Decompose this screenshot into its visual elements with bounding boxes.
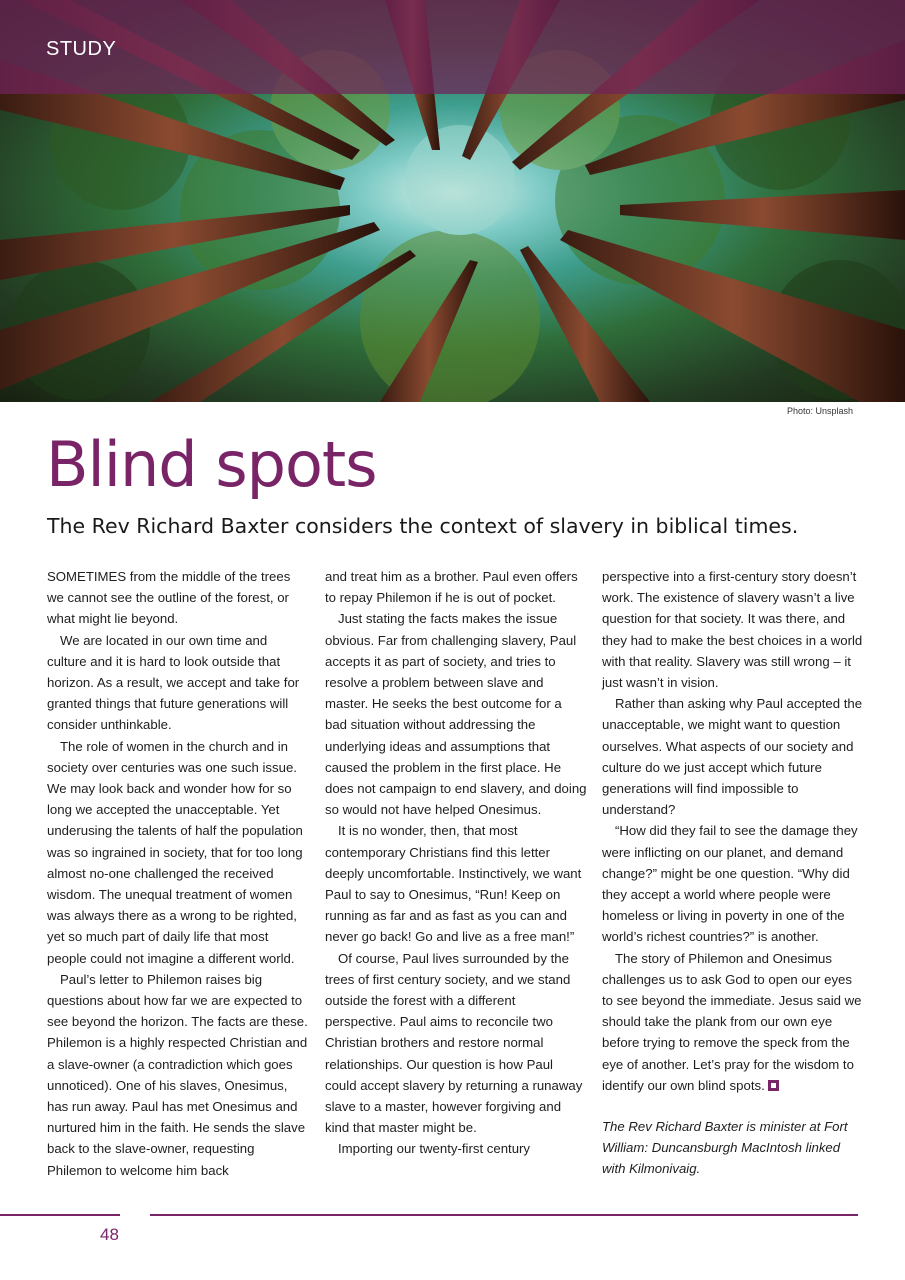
section-header-band: [0, 0, 905, 94]
paragraph: Importing our twenty-first century: [338, 1141, 531, 1157]
paragraph: Of course, Paul lives surrounded by the trees of first century society, and we stand outside the forest with a different perspective. Paul aims to reconcile two Christian brothers and restore normal relationships. Our question is how Paul could accept slavery by returning a runaway slave to a master, however forgiving and kind that master might be.: [325, 950, 583, 1136]
footer-rule-right: [150, 1214, 858, 1216]
paragraph: and treat him as a brother. Paul even offers to repay Philemon if he is out of pocket.: [325, 569, 578, 606]
author-bio: The Rev Richard Baxter is minister at Fort William: Duncansburgh MacIntosh linked with Kilmonivaig.: [602, 1119, 848, 1177]
paragraph: Just stating the facts makes the issue obvious. Far from challenging slavery, Paul accepts it as part of society, and tries to resolve a problem between slave and master. He seeks the best outcome for a bad situation without addressing the underlying ideas and assumptions that caused the problem in the first place. He does not campaign to end slavery, and doing so would not have helped Onesimus.: [325, 611, 587, 818]
article-title: Blind spots: [46, 428, 377, 501]
article-column-3: [602, 566, 864, 1180]
paragraph: We are located in our own time and culture and it is hard to look outside that horizon. As a result, we accept and take for granted things that future generations will consider unthinkable.: [47, 632, 300, 733]
page-number: 48: [100, 1225, 119, 1244]
paragraph: It is no wonder, then, that most contemporary Christians find this letter deeply uncomfortable. Instinctively, we want Paul to say to Onesimus, “Run! Keep on running as far and as fast as you can and never go back! Go and live as a free man!”: [325, 823, 582, 945]
footer-rule-left: [0, 1214, 120, 1216]
paragraph-final-text: The story of Philemon and Onesimus challenges us to ask God to open our eyes to see beyond the immediate. Jesus said we should take the plank from our own eye before trying to remove the speck from the eye of another. Let’s pray for the wisdom to identify our own blind spots.: [602, 950, 862, 1093]
paragraph-final: [602, 948, 864, 1096]
end-mark-icon: [768, 1080, 779, 1091]
paragraph: Rather than asking why Paul accepted the unacceptable, we might want to question ourselves. What aspects of our society and culture do we just accept which future generations will find impossible to understand?: [602, 696, 863, 818]
paragraph: Paul’s letter to Philemon raises big questions about how far we are expected to see beyond the horizon. The facts are these. Philemon is a highly respected Christian and a slave-owner (a contradiction which goes unnoticed). One of his slaves, Onesimus, has run away. Paul has met Onesimus and nurtured him in the faith. He sends the slave back to the slave-owner, requesting Philemon to welcome him back: [47, 971, 308, 1178]
article-column-1: [47, 566, 309, 1181]
section-label: STUDY: [46, 38, 117, 60]
photo-credit: Photo: Unsplash: [786, 406, 853, 416]
paragraph: “How did they fail to see the damage they were inflicting on our planet, and demand change?” might be one question. “Why did they accept a world where people were homeless or living in poverty in one of the world’s richest countries?” is another.: [602, 823, 858, 945]
paragraph: perspective into a first-century story doesn’t work. The existence of slavery wasn’t a live question for that society. It was there, and they had to make the best choices in a world with that reality. Slavery was still wrong – it just wasn’t in vision.: [602, 569, 863, 691]
paragraph: SOMETIMES from the middle of the trees we cannot see the outline of the forest, or what might lie beyond.: [47, 569, 291, 627]
hero-photo: [0, 0, 905, 402]
paragraph: The role of women in the church and in society over centuries was one such issue. We may look back and wonder how for so long we accepted the unacceptable. Yet underusing the talents of half the population was so ingrained in society, that for too long almost no-one challenged the received wisdom. The unequal treatment of women was always there as a wrong to be righted, yet so much part of daily life that most people could not imagine a different world.: [47, 738, 303, 966]
article-subtitle: The Rev Richard Baxter considers the context of slavery in biblical times.: [47, 514, 799, 538]
article-column-2: [325, 566, 587, 1160]
